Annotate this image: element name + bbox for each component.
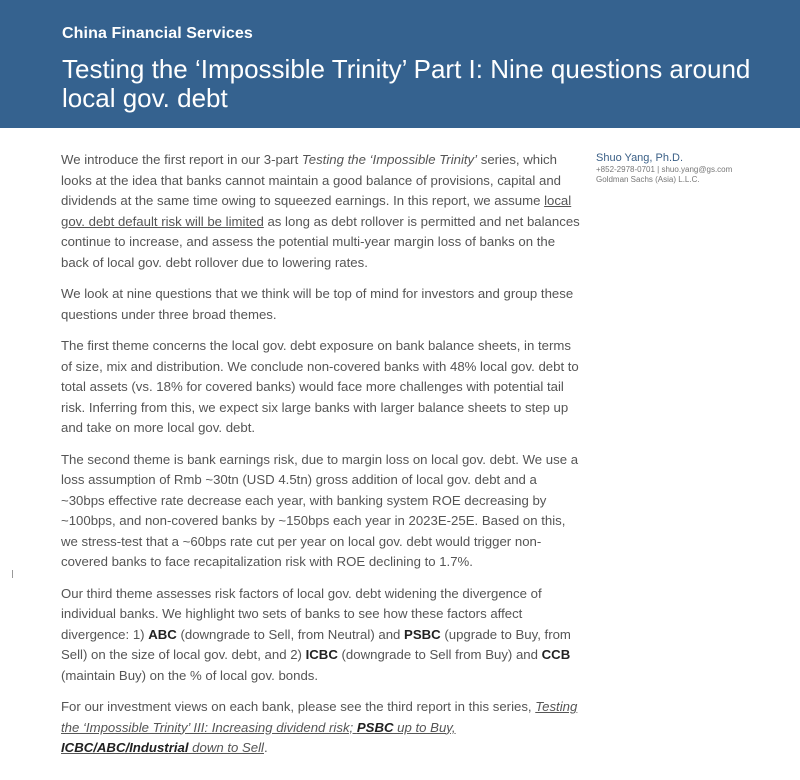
- link-title[interactable]: Testing the ‘Impossible Trinity’ III: Increasing dividend risk;: [61, 699, 578, 735]
- link-bank-psbc[interactable]: PSBC: [356, 719, 394, 735]
- link-text[interactable]: up to Buy,: [393, 719, 456, 735]
- series-title: Testing the ‘Impossible Trinity’: [301, 152, 478, 167]
- margin-mark: [12, 570, 13, 578]
- bank-icbc: ICBC: [305, 647, 338, 662]
- text: For our investment views on each bank, please see the third report in this series,: [61, 699, 536, 714]
- report-body: [61, 150, 581, 770]
- paragraph-intro: [61, 150, 581, 273]
- bank-ccb: CCB: [541, 647, 571, 662]
- paragraph-investment-views: [61, 697, 581, 759]
- author-contact: +852-2978-0701 | shuo.yang@gs.com: [596, 165, 733, 174]
- text: .: [264, 740, 268, 755]
- author-name: Shuo Yang, Ph.D.: [596, 152, 684, 164]
- bank-abc: ABC: [148, 626, 177, 642]
- text: (downgrade to Sell from Buy) and: [337, 647, 542, 662]
- text: Our third theme assesses risk factors of local gov. debt widening the divergence of individual banks. We highlight two sets of banks to see how these factors affect divergence: 1): [61, 585, 542, 642]
- section-label: China Financial Services: [62, 25, 253, 42]
- text: (upgrade to Buy, from Sell) on the size of local gov. debt, and 2): [61, 626, 571, 662]
- link-banks[interactable]: ICBC/ABC/Industrial: [61, 740, 189, 755]
- report-header: [0, 0, 800, 128]
- paragraph-theme-one: The first theme concerns the local gov. debt exposure on bank balance sheets, in terms of size, mix and distribution. We conclude non-covered banks with 48% local gov. debt to total assets (vs. 18% for covered banks) would face more challenges with potential tail risk. Inferring from this, we expect six large banks with larger balance sheets to step up and take on more local gov. debt.: [61, 338, 579, 435]
- report-title: Testing the ‘Impossible Trinity’ Part I: Nine questions around local gov. debt: [62, 54, 751, 113]
- bank-psbc: PSBC: [404, 626, 441, 642]
- paragraph-theme-three: [61, 584, 581, 687]
- link-text[interactable]: down to Sell: [188, 740, 264, 755]
- text: (maintain Buy) on the % of local gov. bonds.: [61, 667, 319, 683]
- paragraph-theme-two: The second theme is bank earnings risk, due to margin loss on local gov. debt. We use a loss assumption of Rmb ~30tn (USD 4.5tn) gross addition of local gov. debt and a ~30bps effective rate decrease each year, with banking system ROE decreasing by ~100bps, and non-covered banks by ~150bps each year in 2023E-25E. Based on this, we stress-test that a ~60bps rate cut per year on local gov. debt would trigger non-covered banks to face recapitalization risk with ROE declining to 1.7%.: [61, 451, 579, 569]
- text: We introduce the first report in our 3-part: [61, 152, 302, 167]
- text: series, which looks at the idea that banks cannot maintain a good balance of provisions, capital and dividends at the same time owing to squeezed earnings. In this report, we assume: [61, 152, 561, 208]
- author-org: Goldman Sachs (Asia) L.L.C.: [596, 175, 700, 184]
- text: as long as debt rollover is permitted and net balances continue to increase, and assess the potential multi-year margin loss of banks on the back of local gov. debt rollover due to lowering rates.: [61, 213, 580, 270]
- text: (downgrade to Sell, from Neutral) and: [176, 626, 405, 642]
- underlined-assumption: local gov. debt default risk will be limited: [61, 193, 572, 229]
- author-block: [596, 152, 786, 185]
- paragraph-questions: We look at nine questions that we think will be top of mind for investors and group these questions under three broad themes.: [61, 286, 574, 322]
